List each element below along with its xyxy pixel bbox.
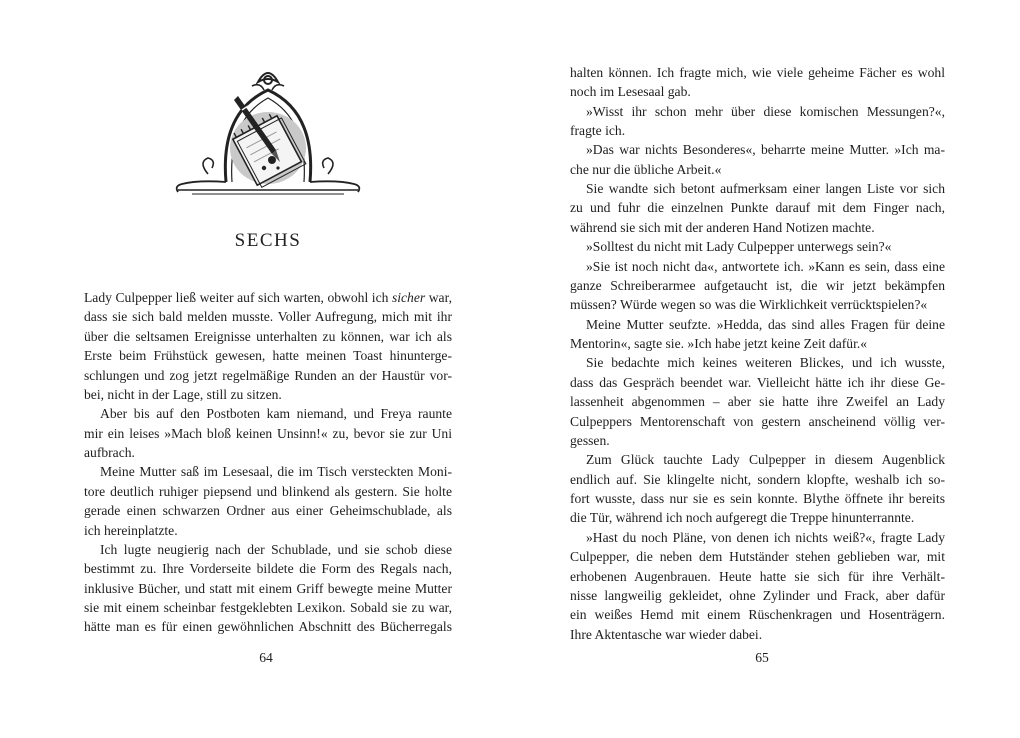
text-line: ich hereinplatzte. (84, 523, 178, 538)
text-line: Erste beim Frühstück gewesen, hatte meinen Toast hinunterge- (84, 348, 452, 363)
text-span: Lady Culpepper ließ weiter auf sich warten, obwohl ich (84, 290, 392, 305)
text-line: che nur die übliche Arbeit.« (570, 162, 722, 177)
text-line: Culpepper, die neben dem Hutständer stehen geblieben war, mit (570, 549, 945, 564)
text-line: Culpeppers Mentorenschaft von gestern anscheinend völlig ver- (570, 414, 945, 429)
text-line: fragte ich. (570, 123, 626, 138)
text-line: bei, nicht in der Lage, still zu sitzen. (84, 387, 282, 402)
text-line: mir ein leises »Mach bloß keinen Unsinn!« zu, bevor sie zur Uni (84, 426, 452, 441)
chapter-emblem-icon (168, 62, 368, 200)
text-line: Ich lugte neugierig nach der Schublade, und sie schob diese (100, 542, 452, 557)
text-line: erhobenen Augenbrauen. Heute hatte sie sich für ihre Verhält- (570, 569, 945, 584)
text-line: Meine Mutter saß im Lesesaal, die im Tisch versteckten Moni- (100, 464, 452, 479)
text-line: inklusive Bücher, und statt mit einem Griff bewegte meine Mutter (84, 581, 452, 596)
text-line: endlich auf. Sie klingelte nicht, sondern klopfte, weshalb ich so- (570, 472, 945, 487)
text-line: dass sie sich bald melden musste. Voller Aufregung, mich mit ihr (84, 309, 452, 324)
text-line: gerade einen schwarzen Ordner aus einer Geheimschublade, als (84, 503, 452, 518)
text-line: aufbrach. (84, 445, 135, 460)
text-line: die Tür, während ich noch aufgeregt die Treppe hinunterrannte. (570, 510, 915, 525)
text-line: dass das Gespräch beendet war. Vielleicht hätte ich ihr diese Ge- (570, 375, 945, 390)
text-line: fort wusste, dass nur sie es sein konnte. Blythe öffnete ihr bereits (570, 491, 945, 506)
chapter-title: SECHS (234, 230, 302, 251)
text-line: über die seltsamen Ereignisse unterhalten zu können, war ich als (84, 329, 452, 344)
text-line: Aber bis auf den Postboten kam niemand, und Freya raunte (100, 406, 452, 421)
text-line: während sie sich mit der anderen Hand Notizen machte. (570, 220, 875, 235)
text-line: Ihre Aktentasche war wieder dabei. (570, 627, 763, 642)
text-line: nisse langweilig gekleidet, ohne Zylinder und Frack, aber dafür (570, 588, 945, 603)
text-line: hätte man es für einen gewöhnlichen Abschnitt des Bücherregals (84, 619, 452, 634)
text-line: halten können. Ich fragte mich, wie viele geheime Fächer es wohl (570, 65, 945, 80)
text-line: »Hast du noch Pläne, von denen ich nichts weiß?«, fragte Lady (586, 530, 945, 545)
text-span: war, (425, 290, 452, 305)
text-line: »Sie ist noch nicht da«, antwortete ich. »Kann es sein, dass eine (586, 259, 945, 274)
text-line: tore deutlich ruhiger piepsend und blinkend als gestern. Sie holte (84, 484, 452, 499)
page-number: 65 (755, 650, 769, 665)
text-line: Mentorin«, sagte sie. »Ich habe jetzt keine Zeit dafür.« (570, 336, 868, 351)
text-line: zu und fuhr die einzelnen Punkte darauf mit dem Finger nach, (570, 200, 945, 215)
text-line: »Solltest du nicht mit Lady Culpepper unterwegs sein?« (586, 239, 892, 254)
text-line: lassenheit abgenommen – aber sie hatte ihre Zweifel an Lady (570, 394, 945, 409)
text-line: Sie wandte sich betont aufmerksam einer langen Liste vor sich (586, 181, 945, 196)
text-line: ein weißes Hemd mit einem Rüschenkragen und Hosenträgern. (570, 607, 945, 622)
text-line: Meine Mutter seufzte. »Hedda, das sind alles Fragen für deine (586, 317, 945, 332)
text-line: »Wisst ihr schon mehr über diese komischen Messungen?«, (586, 104, 945, 119)
right-page (510, 0, 1020, 738)
text-line: müssen? Würde wegen so was die Wirklichkeit verrücktspielen?« (570, 297, 928, 312)
text-line: Zum Glück tauchte Lady Culpepper in diesem Augenblick (586, 452, 945, 467)
text-line: gessen. (570, 433, 610, 448)
page-number: 64 (259, 650, 273, 665)
text-line: ganze Schreiberarmee aufgetaucht ist, die wir jetzt bekämpfen (570, 278, 945, 293)
text-line: sie mit einem scheinbar festgeklebten Lexikon. Sobald sie zu war, (84, 600, 452, 615)
text-line: Sie bedachte mich keines weiteren Blickes, und ich wusste, (586, 355, 945, 370)
text-line: bestimmt zu. Ihre Vorderseite bildete die Form des Regals nach, (84, 561, 452, 576)
emphasis-text: sicher (391, 290, 426, 305)
text-line (84, 288, 452, 307)
text-line: schlungen und zog jetzt regelmäßige Runden an der Haustür vor- (84, 368, 452, 383)
text-line: »Das war nichts Besonderes«, beharrte meine Mutter. »Ich ma- (586, 142, 945, 157)
text-line: noch im Lesesaal gab. (570, 84, 691, 99)
